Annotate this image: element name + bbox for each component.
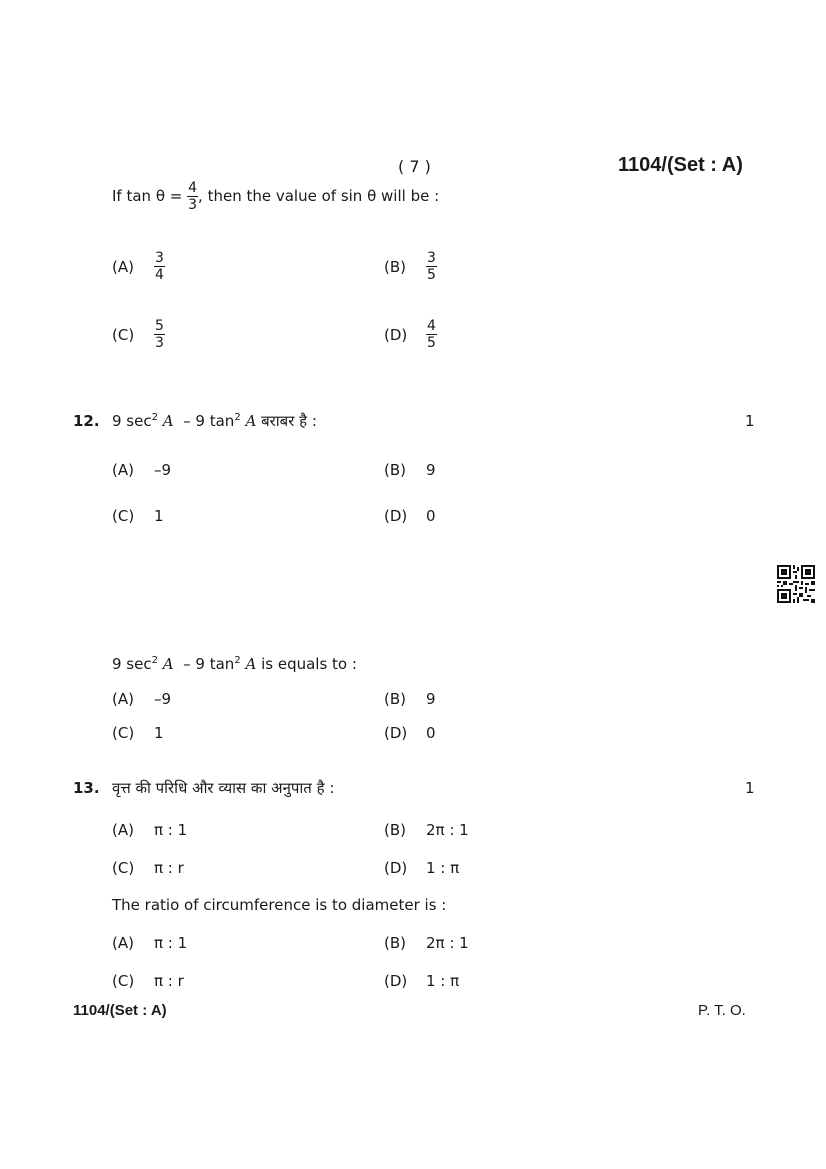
option-value: π : r [154,972,184,990]
option-label: (C) [112,972,135,990]
option-value: π : 1 [154,821,188,839]
q11-text-pre: If tan θ = [112,187,183,206]
option-label: (B) [384,461,406,479]
option-value: 9 [426,461,436,479]
pto-label: P. T. O. [698,1002,746,1019]
option-value: π : 1 [154,934,188,952]
option-value: 0 [426,724,436,742]
q11-fraction [187,180,198,213]
q12-hindi-suffix: बराबर है : [261,412,317,430]
q11-fraction-num: 4 [188,180,198,196]
option-fraction [426,250,437,283]
option-value: 1 : π [426,859,460,877]
q11-option-d [384,318,437,351]
option-value: –9 [154,461,172,479]
option-label: (B) [384,690,406,708]
q12-english-suffix: is equals to : [261,655,357,673]
q12-option-a [112,461,171,479]
page-number: ( 7 ) [398,157,431,176]
q13-number: 13. [73,779,100,797]
paper-code-header: 1104/(Set : A) [618,154,743,176]
option-value: 2π : 1 [426,934,469,952]
option-label: (D) [384,859,408,877]
option-value: 1 : π [426,972,460,990]
q12-option-d [384,507,436,525]
fraction-den: 5 [427,335,436,352]
option-label: (D) [384,724,408,742]
q13-option-a [112,821,187,839]
option-label: (C) [112,507,135,525]
q13-en-option-c [112,972,184,990]
q13-en-option-d [384,972,459,990]
option-value: 2π : 1 [426,821,469,839]
option-label: (A) [112,934,134,952]
option-fraction [154,250,165,283]
option-label: (A) [112,690,134,708]
option-label: (D) [384,507,408,525]
option-label: (A) [112,257,134,276]
q12-en-option-a [112,690,171,708]
fraction-den: 4 [155,267,164,284]
q12-en-option-b [384,690,436,708]
paper-code-footer: 1104/(Set : A) [73,1002,167,1019]
option-label: (C) [112,724,135,742]
option-label: (B) [384,257,406,276]
option-label: (B) [384,821,406,839]
fraction-den: 3 [155,335,164,352]
q12-en-option-d [384,724,436,742]
q13-en-option-b [384,934,469,952]
option-fraction [154,318,165,351]
fraction-num: 3 [427,250,436,266]
fraction-num: 5 [155,318,164,334]
q13-question-hindi: वृत्त की परिधि और व्यास का अनुपात है : [112,779,335,797]
option-label: (D) [384,325,408,344]
q13-marks: 1 [745,779,755,797]
option-value: 1 [154,507,164,525]
q11-option-b [384,250,437,283]
option-value: 1 [154,724,164,742]
fraction-num: 3 [155,250,164,266]
q12-number: 12. [73,412,100,430]
q13-option-b [384,821,469,839]
q12-option-b [384,461,436,479]
q11-option-c [112,318,165,351]
q13-question-english: The ratio of circumference is to diameter is : [112,896,447,914]
q13-en-option-a [112,934,187,952]
option-value: –9 [154,690,172,708]
option-label: (B) [384,934,406,952]
fraction-num: 4 [427,318,436,334]
q11-fraction-den: 3 [188,197,198,214]
option-fraction [426,318,437,351]
q13-option-c [112,859,184,877]
fraction-den: 5 [427,267,436,284]
q12-option-c [112,507,164,525]
option-value: π : r [154,859,184,877]
q12-marks: 1 [745,412,755,430]
option-label: (A) [112,821,134,839]
option-value: 0 [426,507,436,525]
q11-text-post: , then the value of sin θ will be : [198,187,440,206]
option-label: (C) [112,859,135,877]
q11-question-english [112,180,439,213]
option-label: (C) [112,325,135,344]
q12-en-option-c [112,724,164,742]
qr-code-icon [777,565,815,603]
q12-question-english: 9 $\sec^2 A - 9$ $\tan^2 A$ is equals to : [112,655,357,673]
q13-option-d [384,859,459,877]
option-label: (A) [112,461,134,479]
option-value: 9 [426,690,436,708]
option-label: (D) [384,972,408,990]
q12-question-hindi: 9 $\sec^2 A - 9$ $\tan^2 A$ बराबर है : [112,412,317,430]
q11-option-a [112,250,165,283]
